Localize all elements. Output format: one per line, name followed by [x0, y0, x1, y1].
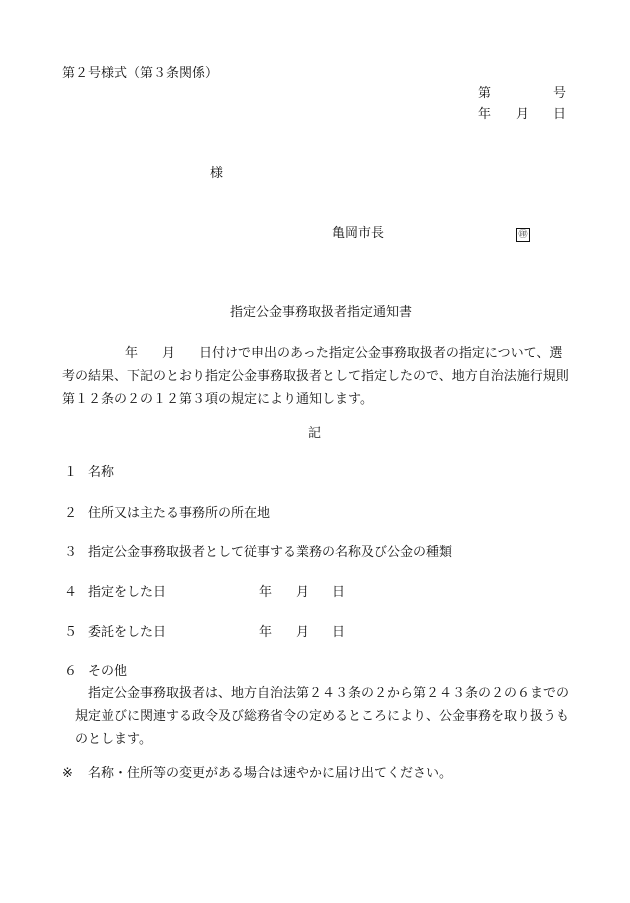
item-2-label: 住所又は主たる事務所の所在地: [88, 506, 271, 521]
note-text: 名称・住所等の変更がある場合は速やかに届け出てください。: [88, 766, 453, 781]
seal-icon: ㊞: [516, 228, 530, 242]
number-prefix: 第: [478, 86, 492, 101]
addressee-honorific: 様: [210, 166, 224, 181]
number-suffix: 号: [553, 86, 567, 101]
note-mark: ※: [62, 766, 73, 781]
item-6-text: 指定公金事務取扱者は、地方自治法第２４３条の２から第２４３条の２の６までの規定並びに関連する政令及び総務省令の定めるところにより、公金事務を取り扱うものとします。: [75, 686, 570, 747]
date-day: 日: [553, 107, 567, 122]
item-5-year: 年: [259, 625, 273, 640]
ki-heading: 記: [308, 426, 322, 441]
issuer-name: 亀岡市長: [332, 226, 385, 241]
item-5-day: 日: [332, 625, 346, 640]
date-month: 月: [516, 107, 530, 122]
body-text: 日付けで申出のあった指定公金事務取扱者の指定について、選考の結果、下記のとおり指定公金事務取扱者として指定したので、地方自治法施行規則第１２条の２の１２第３項の規定により通知します。: [62, 346, 569, 407]
item-5-month: 月: [296, 625, 310, 640]
item-3-number: ３: [64, 545, 78, 560]
item-5-label: 委託をした日: [88, 625, 167, 640]
item-4-label: 指定をした日: [88, 585, 167, 600]
item-1-label: 名称: [88, 465, 115, 480]
item-4-day: 日: [332, 585, 346, 600]
form-label: 第２号様式（第３条関係）: [62, 66, 219, 81]
item-4-number: ４: [64, 585, 78, 600]
body-month: 月: [162, 346, 176, 361]
item-5-number: ５: [64, 625, 78, 640]
item-2-number: ２: [64, 506, 78, 521]
body-year: 年: [125, 346, 139, 361]
document-title: 指定公金事務取扱者指定通知書: [230, 305, 413, 320]
date-year: 年: [478, 107, 492, 122]
item-6-label: その他: [88, 664, 128, 679]
seal-mark: [516, 226, 530, 242]
item-3-label: 指定公金事務取扱者として従事する業務の名称及び公金の種類: [88, 545, 453, 560]
item-4-year: 年: [259, 585, 273, 600]
item-6-number: ６: [64, 664, 78, 679]
item-4-month: 月: [296, 585, 310, 600]
item-1-number: １: [64, 465, 78, 480]
